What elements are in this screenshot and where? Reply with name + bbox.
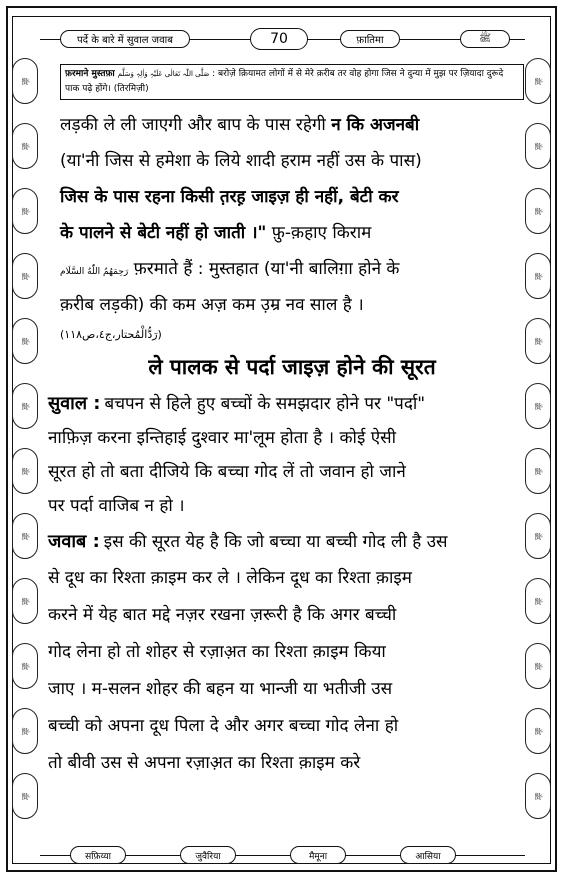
medallion-text: ﷺ (533, 661, 542, 671)
ornament-medallion (12, 123, 38, 169)
footer-name-3: मैमूना (290, 846, 346, 864)
ornament-medallion (12, 513, 38, 559)
ornament-medallion (525, 318, 551, 364)
notice-salutation: صَلَّی اللّٰہ تَعَالٰی عَلَیْہِ وَاٰلِہٖ وَسَلَّم (117, 70, 210, 78)
answer-line (48, 560, 524, 597)
answer-text: तो बीवी उस से अपना रज़ाअ़त का रिश्ता क़ाइम करे (48, 753, 361, 773)
ornament-medallion (525, 513, 551, 559)
body-line-3 (60, 179, 524, 215)
ornament-medallion (12, 578, 38, 624)
body-text: (या'नी जिस से हमेशा के लिये शादी हराम नहीं उस के पास) (60, 151, 422, 171)
answer-text: करने में येह बात मद्दे नज़र रखना ज़रूरी है कि अगर बच्ची (48, 605, 397, 625)
page-body (48, 107, 524, 782)
medallion-text: ﷺ (20, 466, 29, 476)
notice-label: फ़रमाने मुस्तफ़ा (65, 69, 115, 79)
question-line (48, 489, 524, 523)
ornament-medallion (525, 448, 551, 494)
body-text: लड़की ले ली जाएगी और बाप के पास रहेगी (60, 115, 326, 135)
body-bold-text: के पालने से बेटी नहीं हो जाती ।" (60, 223, 267, 243)
question-text: नाफ़िज़ करना इन्तिहाई दुश्वार मा'लूम होता है । कोई ऐसी (48, 428, 396, 448)
medallion-text: ﷺ (20, 76, 29, 86)
ornament-medallion (12, 253, 38, 299)
body-bold-text: न कि अजनबी (331, 115, 420, 135)
body-bold-text: जिस के पास रहना किसी त़रह़ जाइज़ ही नहीं, बेटी कर (60, 187, 399, 207)
answer-label: जवाब : (48, 531, 100, 552)
ornament-medallion (12, 58, 38, 104)
footer-name-4: आसिया (400, 846, 456, 864)
body-line-5 (60, 251, 524, 287)
medallion-text: ﷺ (20, 531, 29, 541)
body-text: फ़ु-क़हाए किराम (266, 223, 372, 243)
medallion-text: ﷺ (20, 401, 29, 411)
medallion-text: ﷺ (20, 791, 29, 801)
ornament-medallion (525, 58, 551, 104)
medallion-text: ﷺ (20, 271, 29, 281)
body-line-2 (60, 143, 524, 179)
question-block (48, 387, 524, 523)
body-line-6 (60, 287, 524, 323)
header-book-title: पर्दे के बारे में सुवाल जवाब (60, 30, 190, 48)
ornament-medallion (12, 643, 38, 689)
hadith-notice-box (60, 64, 524, 100)
arabic-reference: (رَدُّالْمُحتار،ج٤،ص١١٨) (60, 328, 162, 341)
answer-text: गोद लेना हो तो शोहर से रज़ाअ़त का रिश्ता क़ाइम किया (48, 642, 386, 662)
answer-line (48, 745, 524, 782)
answer-block (48, 523, 524, 782)
answer-line (48, 597, 524, 634)
answer-text: इस की सूरत येह है कि जो बच्चा या बच्ची गोद ली है उस (103, 532, 448, 552)
medallion-text: ﷺ (20, 141, 29, 151)
answer-line (48, 671, 524, 708)
notice-source: (तिरमिज़ी) (113, 84, 149, 94)
question-text: पर पर्दा वाजिब न हो । (48, 496, 185, 516)
answer-line (48, 634, 524, 671)
footer-name-2: जुवैरिया (180, 846, 236, 864)
question-line (48, 455, 524, 489)
page-number: 70 (250, 28, 308, 50)
question-line (48, 421, 524, 455)
medallion-text: ﷺ (533, 791, 542, 801)
medallion-text: ﷺ (533, 336, 542, 346)
ornament-medallion (12, 708, 38, 754)
ornament-medallion (12, 188, 38, 234)
ornament-medallion (525, 188, 551, 234)
medallion-text: ﷺ (533, 141, 542, 151)
page-header (40, 28, 525, 56)
ornament-medallion (525, 383, 551, 429)
answer-line (48, 708, 524, 745)
ornament-medallion (525, 773, 551, 819)
footer-name-1: सफ़िय्या (70, 846, 126, 864)
medallion-text: ﷺ (20, 336, 29, 346)
left-ornament-column (12, 52, 38, 832)
body-text: क़रीब लड़की) की कम अज़ कम उ़म्र नव साल है । (60, 295, 364, 315)
notice-text: : बरोज़े क़ियामत लोगों में से मेरे क़रीब तर वोह होगा जिस ने दुन्या में मुझ पर ज़ियादा दुरूदे पाक पढ़े होंगे। (65, 69, 504, 94)
header-chapter-title: फ़ातिमा (340, 30, 400, 48)
medallion-text: ﷺ (533, 76, 542, 86)
page-footer (40, 844, 525, 866)
body-line-1 (60, 107, 524, 143)
medallion-text: ﷺ (533, 401, 542, 411)
body-text: फ़रमाते हैं : मुस्तहात (या'नी बालिग़ा होने के (128, 259, 400, 279)
right-ornament-column (525, 52, 551, 832)
ornament-medallion (12, 773, 38, 819)
ornament-medallion (525, 253, 551, 299)
ornament-medallion (525, 123, 551, 169)
medallion-text: ﷺ (533, 531, 542, 541)
question-text: बचपन से हिले हुए बच्चों के समझदार होने पर "पर्दा" (104, 394, 426, 414)
medallion-text: ﷺ (533, 726, 542, 736)
ornament-medallion (12, 318, 38, 364)
question-line (48, 387, 524, 421)
answer-text: बच्ची को अपना दूध पिला दे और अगर बच्चा गोद लेना हो (48, 716, 399, 736)
ornament-medallion (525, 643, 551, 689)
ornament-medallion (525, 578, 551, 624)
medallion-text: ﷺ (533, 596, 542, 606)
medallion-text: ﷺ (533, 271, 542, 281)
medallion-text: ﷺ (533, 206, 542, 216)
header-corner-seal: ﷺ (460, 30, 510, 48)
ornament-medallion (525, 708, 551, 754)
question-text: सूरत हो तो बता दीजिये कि बच्चा गोद लें तो जवान हो जाने (48, 462, 406, 482)
body-line-4 (60, 215, 524, 251)
answer-text: से दूध का रिश्ता क़ाइम कर ले । लेकिन दूध का रिश्ता क़ाइम (48, 568, 412, 588)
section-heading: ले पालक से पर्दा जाइज़ होने की सूरत (148, 355, 436, 379)
answer-text: जाए । म-सलन शोहर की बहन या भान्जी या भतीजी उस (48, 679, 393, 699)
medallion-text: ﷺ (533, 466, 542, 476)
ornament-medallion (12, 383, 38, 429)
medallion-text: ﷺ (20, 726, 29, 736)
question-label: सुवाल : (48, 393, 101, 414)
ornament-medallion (12, 448, 38, 494)
urdu-honorific: رَحِمَهُمُ اللّٰهُ السَّلَام (60, 267, 129, 277)
medallion-text: ﷺ (20, 596, 29, 606)
medallion-text: ﷺ (20, 206, 29, 216)
medallion-text: ﷺ (20, 661, 29, 671)
answer-line (48, 523, 524, 560)
